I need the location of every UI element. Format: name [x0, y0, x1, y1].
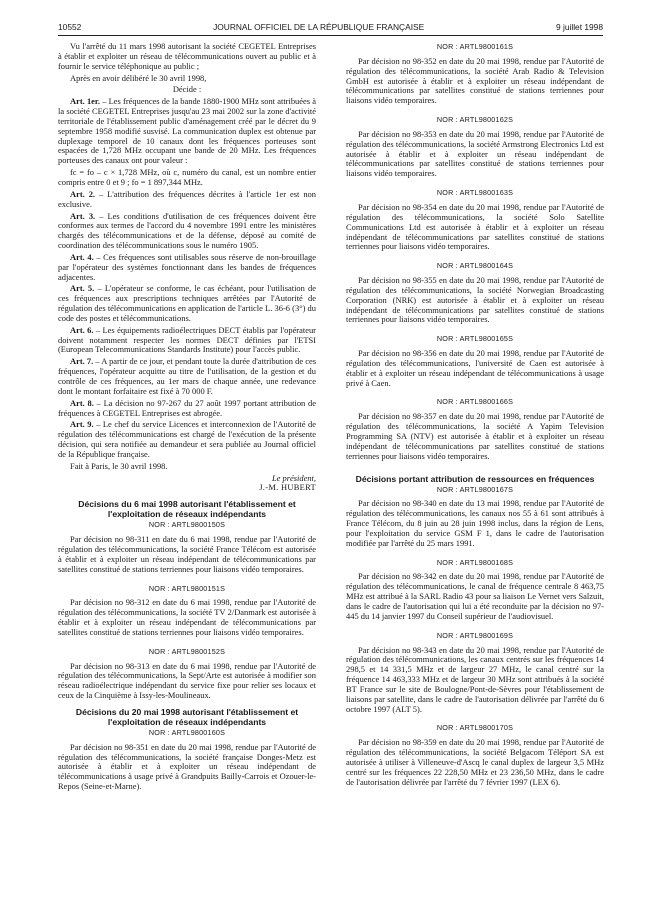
article-label: Art. 9.	[70, 419, 94, 430]
article	[58, 326, 316, 356]
article	[58, 357, 316, 396]
decision-text: Par décision no 98-311 en date du 6 mai 1998, rendue par l'Autorité de régulation des télécommunications, la société France Télécom est autorisée à établir et à exploiter un réseau indépendant de télécommunications par satellites constitué de stations terriennes pour liaisons vidéo temporaires.	[58, 534, 316, 574]
header-rule	[58, 35, 603, 36]
right-column	[346, 42, 604, 789]
nor-reference: NOR : ARTL9800161S	[436, 42, 514, 51]
closing-line: Fait à Paris, le 30 avril 1998.	[70, 460, 168, 471]
decision-text: Par décision no 98-313 en date du 6 mai 1998, rendue par l'Autorité de régulation des télécommunications, la Sept/Arte est autorisée à modifier son réseau radioélectrique indépendant du service fixe pour relier ses locaux et ceux de la Cinquième à Issy-les-Moulineaux.	[58, 660, 316, 701]
article-label: Art. 1er.	[70, 96, 101, 107]
decision-text: Par décision no 98-342 en date du 20 mai 1998, rendue par l'Autorité de régulation des télécommunications, le canal de fréquence centrale 8 463,75 MHz est attribué à la SARL Radio 43 pour sa liaison Le Vernet vers Salzuit, dans le cadre de l'autorisation qui lui a été reconduite par la décision no 97-445 du 14 janvier 1997 du Conseil supérieur de l'audiovisuel.	[346, 571, 604, 621]
nor-reference: NOR : ARTL9800160S	[148, 727, 226, 737]
article-text: – L'opérateur se conforme, le cas échéant, pour l'utilisation de ces fréquences aux prescriptions techniques arrêtées par l'Autorité de régulation des télécommunications en application de l'article L. 36-6 (3°) du code des postes et télécommunications.	[58, 283, 316, 323]
article-label: Art. 2.	[70, 188, 96, 199]
article-label: Art. 7.	[70, 356, 94, 367]
nor-reference: NOR : ARTL9800162S	[436, 115, 514, 125]
page-header	[58, 20, 603, 34]
section-title: Décisions du 6 mai 1998 autorisant l'établissement et l'exploitation de réseaux indépendants	[78, 499, 296, 520]
nor-reference: NOR : ARTL9800163S	[436, 188, 514, 198]
article-label: Art. 8.	[70, 397, 94, 408]
article-text: – Ces fréquences sont utilisables sous réserve de non-brouillage par l'opérateur des systèmes fonctionnant dans les bandes de fréquences adjacentes.	[58, 251, 316, 282]
nor-reference: NOR : ARTL9800152S	[148, 646, 226, 656]
page-number: 10552	[58, 22, 82, 32]
section-title: Décisions portant attribution de ressources en fréquences	[355, 473, 595, 484]
nor-reference: NOR : ARTL9800165S	[436, 334, 514, 344]
article-text: – Les fréquences de la bande 1880-1900 MHz sont attribuées à la société CEGETEL Entreprises jusqu'au 23 mai 2002 sur la zone d'activité territoriale de l'établissement public d'aménagement créé par le décret du 9 septembre 1958 modifié susvisé. La communication duplex est obtenue par duplexage temporel de 10 canaux dont les fréquences porteuses sont espacées de 1,728 MHz occupant une bande de 20 MHz. Les fréquences porteuses des canaux ont pour valeur :	[58, 96, 316, 166]
decision-text: Par décision no 98-355 en date du 20 mai 1998, rendue par l'Autorité de régulation des télécommunications, la société Norwegian Broadcasting Corporation (NRK) est autorisée à établir et à exploiter un réseau indépendant de télécommunications par satellites constitué de stations terriennes pour liaisons vidéo temporaires.	[346, 275, 604, 325]
decision-text: Par décision no 98-356 en date du 20 mai 1998, rendue par l'Autorité de régulation des télécommunications, l'université de Caen est autorisée à établir et à exploiter un réseau indépendant de télécommunications à usage privé à Caen.	[346, 348, 604, 388]
nor-reference: NOR : ARTL9800168S	[436, 557, 514, 567]
article-text: – Le chef du service Licences et interconnexion de l'Autorité de régulation des télécommunications est chargé de l'exécution de la présente décision, qui sera notifiée au demandeur et sera publiée au Journal officiel de la République française.	[58, 419, 316, 459]
nor-reference: NOR : ARTL9800167S	[436, 484, 514, 494]
nor-reference: NOR : ARTL9800164S	[436, 261, 514, 271]
journal-title: JOURNAL OFFICIEL DE LA RÉPUBLIQUE FRANÇAISE	[213, 22, 425, 32]
decision-text: Par décision no 98-312 en date du 6 mai 1998, rendue par l'Autorité de régulation des télécommunications, la société TV 2/Danmark est autorisée à établir et à exploiter un réseau indépendant de télécommunications par satellites constitué de stations terriennes pour liaisons vidéo temporaires.	[58, 597, 316, 637]
article-text: – L'attribution des fréquences décrites à l'article 1er est non exclusive.	[58, 188, 316, 209]
decision-text: Par décision no 98-351 en date du 20 mai 1998, rendue par l'Autorité de régulation des télécommunications, la société française Donges-Metz est autorisée à établir et à exploiter un réseau indépendant de télécommunications à usage privé à Grandpuits Bailly-Carrois et Ozouer-le-Repos (Seine-et-Marne).	[58, 741, 316, 792]
nor-reference: NOR : ARTL9800166S	[436, 397, 514, 407]
decision-text: Par décision no 98-340 en date du 13 mai 1998, rendue par l'Autorité de régulation des télécommunications, les canaux nos 55 à 61 sont attribués à France Télécom, du 8 juin au 28 juin 1998 inclus, dans la région de Lens, pour l'exploitation du service GSM F 1, dans le cadre de l'autorisation modifiée par l'arrêté du 25 mars 1991.	[346, 498, 604, 548]
article	[58, 97, 316, 166]
article	[58, 190, 316, 210]
article	[58, 212, 316, 251]
article	[58, 399, 316, 419]
decision-text: Par décision no 98-359 en date du 20 mai 1998, rendue par l'Autorité de régulation des télécommunications, la société Belgacom Téléport SA est autorisée à utiliser à Villeneuve-d'Ascq le canal duplex de largeur 3,5 MHz centré sur les fréquences 22 228,50 MHz et 23 236,50 MHz, dans le cadre de l'autorisation délivrée par l'arrêté du 7 février 1997 (LEX 6).	[346, 737, 604, 787]
article-label: Art. 3.	[70, 210, 96, 221]
signature-name: J.-M. HUBERT	[259, 482, 316, 493]
decision-text: Par décision no 98-352 en date du 20 mai 1998, rendue par l'Autorité de régulation des télécommunications, la société Arab Radio & Television GmbH est autorisée à établir et à exploiter un réseau indépendant de télécommunications par satellites constitué de stations terriennes pour liaisons vidéo temporaires.	[346, 55, 604, 106]
nor-reference: NOR : ARTL9800169S	[436, 630, 514, 640]
decision-text: Par décision no 98-343 en date du 20 mai 1998, rendue par l'Autorité de régulation des télécommunications, les canaux centrés sur les fréquences 14 298,5 et 14 331,5 MHz et de largeur 27 MHz, le canal centré sur la fréquence 14 463,333 MHz et de largeur 30 MHz sont attribués à la société BT France sur le site de Boulogne/Pont-de-Sèvres pour l'établissement de liaisons par satellite, dans le cadre de l'autorisation délivrée par l'arrêté du 6 octobre 1997 (ALT 5).	[346, 644, 604, 714]
article	[58, 284, 316, 323]
article-text: – Les équipements radioélectriques DECT établis par l'opérateur doivent notamment respecter les normes DECT définies par l'ETSI (European Telecommunications Standards Institute) pour l'accès public.	[58, 324, 316, 355]
decision-text: Par décision no 98-354 en date du 20 mai 1998, rendue par l'Autorité de régulation des télécommunications, la société Solo Satellite Communications Ltd est autorisée à établir et à exploiter un réseau indépendant de télécommunications par satellites constitué de stations terriennes pour liaisons vidéo temporaires.	[346, 201, 604, 252]
article	[58, 253, 316, 283]
decision-text: Par décision no 98-353 en date du 20 mai 1998, rendue par l'Autorité de régulation des télécommunications, la société Armstrong Electronics Ltd est autorisée à établir et à exploiter un réseau indépendant de télécommunications par satellites constitué de stations terriennes pour liaisons vidéo temporaires.	[346, 128, 604, 179]
nor-reference: NOR : ARTL9800151S	[148, 583, 226, 593]
article-text: – Les conditions d'utilisation de ces fréquences doivent être conformes aux termes de l'accord du 4 novembre 1991 entre les ministères chargés des télécommunications et de la défense, déposé au comité de coordination des télécommunications sous le numéro 1905.	[58, 210, 316, 251]
decision-text: Par décision no 98-357 en date du 20 mai 1998, rendue par l'Autorité de régulation des télécommunications, la société A Yapim Television Programming SA (NTV) est autorisée à établir et à exploiter un réseau indépendant de télécommunications par satellites constitué de stations terriennes pour liaisons vidéo temporaires.	[346, 411, 604, 461]
article-text: fc = fo – c × 1,728 MHz, où c, numéro du canal, est un nombre entier compris entre 0 et 9 ; fo = 1 897,344 MHz.	[58, 167, 316, 187]
intro-paragraph: Après en avoir délibéré le 30 avril 1998,	[70, 72, 207, 83]
article-label: Art. 5.	[70, 283, 95, 294]
article	[58, 420, 316, 459]
article-text: – A partir de ce jour, et pendant toute la durée d'attribution de ces fréquences, l'opérateur acquitte au titre de l'utilisation, de la gestion et du contrôle de ces fréquences, au 1er mars de chaque année, une redevance dont le montant forfaitaire est fixé à 70 000 F.	[58, 356, 316, 396]
article	[58, 168, 316, 188]
signature-role: Le président,	[271, 472, 316, 483]
publication-date: 9 juillet 1998	[555, 22, 603, 32]
intro-paragraph: Vu l'arrêté du 11 mars 1998 autorisant la société CEGETEL Entreprises à établir et exploiter un réseau de télécommunications ouvert au public et à fournir le service téléphonique au public ;	[58, 41, 316, 71]
section-title: Décisions du 20 mai 1998 autorisant l'établissement et l'exploitation de réseaux indépendants	[75, 706, 299, 727]
nor-reference: NOR : ARTL9800150S	[148, 520, 226, 530]
decide-line: Décide :	[172, 84, 202, 95]
article-label: Art. 4.	[70, 251, 94, 262]
nor-reference: NOR : ARTL9800170S	[436, 723, 514, 733]
article-text: – La décision no 97-267 du 27 août 1997 portant attribution de fréquences à CEGETEL Entreprises est abrogée.	[58, 397, 316, 418]
article-label: Art. 6.	[70, 324, 94, 335]
left-column	[58, 42, 316, 794]
